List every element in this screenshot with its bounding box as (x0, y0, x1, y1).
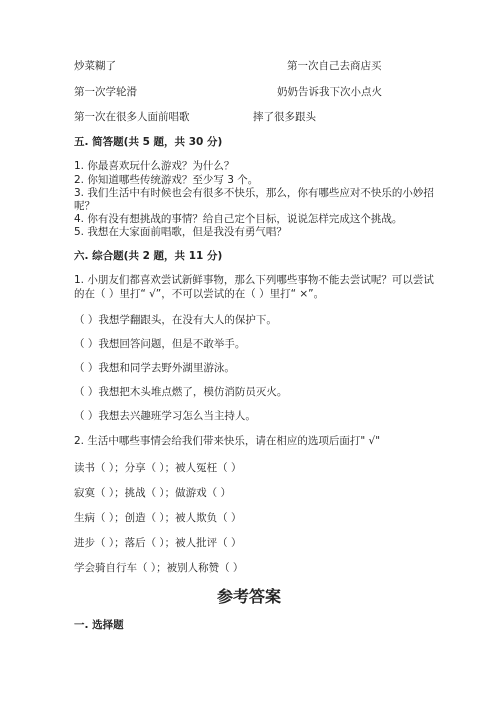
q2-item-5: 学会骑自行车（ ）；被别人称赞（ ） (74, 562, 244, 574)
q1-item-3: （ ）我想和同学去野外湖里游泳。 (74, 362, 235, 374)
pair-right-2: 奶奶告诉我下次小点火 (277, 86, 382, 98)
q2-item-1: 读书（ ）；分享（ ）；被人冤枉（ ） (74, 462, 242, 474)
answers-title: 参考答案 (217, 587, 282, 606)
q1-line-2: 的在（ ）里打“ √”，不可以尝试的在（ ）里打“ ×”。 (74, 288, 325, 300)
pair-left-3: 第一次在很多人面前唱歌 (74, 111, 190, 123)
pair-right-1: 第一次自己去商店买 (287, 60, 382, 72)
q1-line-1: 1. 小朋友们都喜欢尝试新鲜事物，那么下列哪些事物不能去尝试呢？可以尝试 (74, 274, 434, 286)
short-answer-5: 5. 我想在大家面前唱歌，但是我没有勇气唱？ (74, 226, 287, 238)
q1-item-5: （ ）我想去兴趣班学习怎么当主持人。 (74, 410, 256, 422)
short-answer-4: 4. 你有没有想挑战的事情？给自己定个目标，说说怎样完成这个挑战。 (74, 213, 403, 225)
short-answer-1: 1. 你最喜欢玩什么游戏？为什么？ (74, 160, 235, 172)
q1-item-1: （ ）我想学翻跟头，在没有大人的保护下。 (74, 314, 277, 326)
pair-right-3: 摔了很多跟头 (253, 111, 316, 123)
pair-left-2: 第一次学轮滑 (74, 86, 137, 98)
short-answer-3-cont: 呢？ (74, 200, 95, 212)
q1-item-2: （ ）我想回答问题，但是不敢举手。 (74, 338, 246, 350)
q2-item-3: 生病（ ）；创造（ ）；被人欺负（ ） (74, 512, 242, 524)
short-answer-2: 2. 你知道哪些传统游戏？至少写 3 个。 (74, 174, 259, 186)
section-5-title: 五. 简答题(共 5 题，共 30 分) (74, 136, 223, 148)
q2-line: 2. 生活中哪些事情会给我们带来快乐，请在相应的选项后面打" √" (74, 435, 381, 447)
q2-item-4: 进步（ ）；落后（ ）；被人批评（ ） (74, 537, 242, 549)
short-answer-3: 3. 我们生活中有时候也会有很多不快乐，那么，你有哪些应对不快乐的小妙招 (74, 187, 434, 199)
q1-item-4: （ ）我想把木头堆点燃了，模仿消防员灭火。 (74, 386, 288, 398)
pair-left-1: 炒菜糊了 (74, 60, 116, 72)
answers-subtitle: 一. 选择题 (74, 619, 124, 631)
q2-item-2: 寂寞（ ）；挑战（ ）；做游戏（ ） (74, 487, 232, 499)
section-6-title: 六. 综合题(共 2 题，共 11 分) (74, 250, 223, 262)
